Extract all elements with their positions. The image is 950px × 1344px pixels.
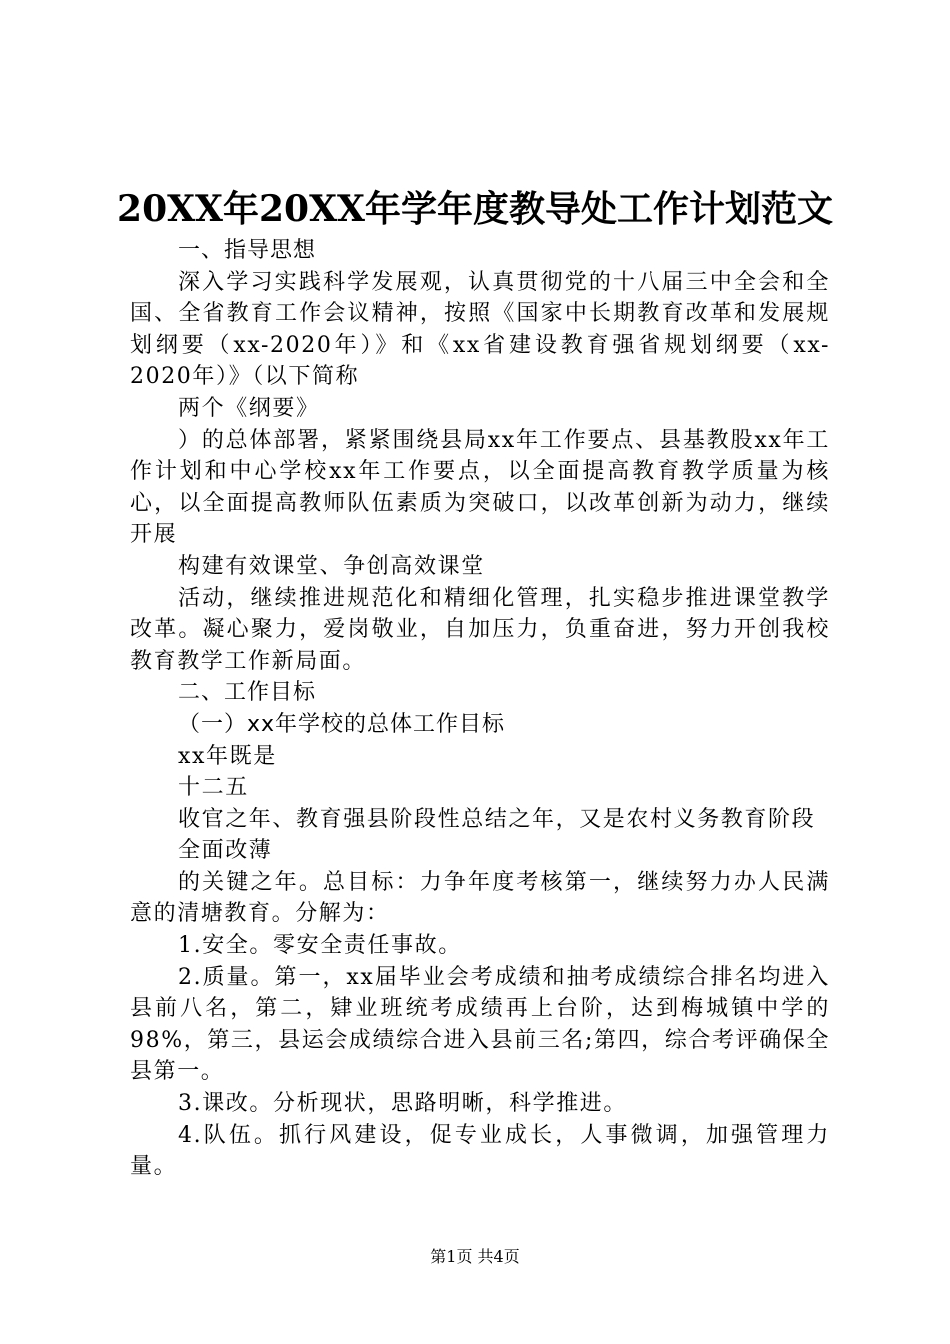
paragraph: 收官之年、教育强县阶段性总结之年，又是农村义务教育阶段 [178, 806, 816, 832]
document-title: 20XX年20XX年学年度教导处工作计划范文 [117, 188, 833, 230]
paragraph: 深入学习实践科学发展观，认真贯彻党的十八届三中全会和全国、全省教育工作会议精神，按照《国家中长期教育改革和发展规划纲要（xx-2020年）》和《xx省建设教育强省规划纲要（xx-2020年）》（以下简称 [130, 269, 830, 390]
paragraph: xx年既是 [178, 743, 277, 769]
paragraph: 的关键之年。总目标：力争年度考核第一，继续努力办人民满意的清塘教育。分解为： [130, 869, 830, 927]
paragraph: 十二五 [178, 775, 249, 801]
section-heading: 二、工作目标 [178, 680, 317, 706]
list-item: 2.质量。第一，xx届毕业会考成绩和抽考成绩综合排名均进入县前八名，第二，肄业班统考成绩再上台阶，达到梅城镇中学的98%，第三，县运会成绩综合进入县前三名;第四，综合考评确保全县第一。 [130, 964, 830, 1085]
list-item: 3.课改。分析现状，思路明晰，科学推进。 [178, 1091, 627, 1117]
document-body [130, 235, 830, 1183]
list-item: 4.队伍。抓行风建设，促专业成长，人事微调，加强管理力量。 [130, 1122, 830, 1180]
paragraph: 构建有效课堂、争创高效课堂 [178, 553, 485, 579]
page-number-footer: 第1页 共4页 [430, 1247, 520, 1266]
subsection-heading: （一）xx年学校的总体工作目标 [178, 711, 506, 737]
paragraph: 活动，继续推进规范化和精细化管理，扎实稳步推进课堂教学改革。凝心聚力，爱岗敬业，自加压力，负重奋进，努力开创我校教育教学工作新局面。 [130, 585, 830, 674]
paragraph: ）的总体部署，紧紧围绕县局xx年工作要点、县基教股xx年工作计划和中心学校xx年工作要点，以全面提高教育教学质量为核心，以全面提高教师队伍素质为突破口，以改革创新为动力，继续开展 [130, 427, 830, 548]
list-item: 1.安全。零安全责任事故。 [178, 933, 462, 959]
paragraph: 全面改薄 [178, 838, 273, 864]
paragraph: 两个《纲要》 [178, 395, 320, 421]
section-heading: 一、指导思想 [178, 238, 317, 263]
